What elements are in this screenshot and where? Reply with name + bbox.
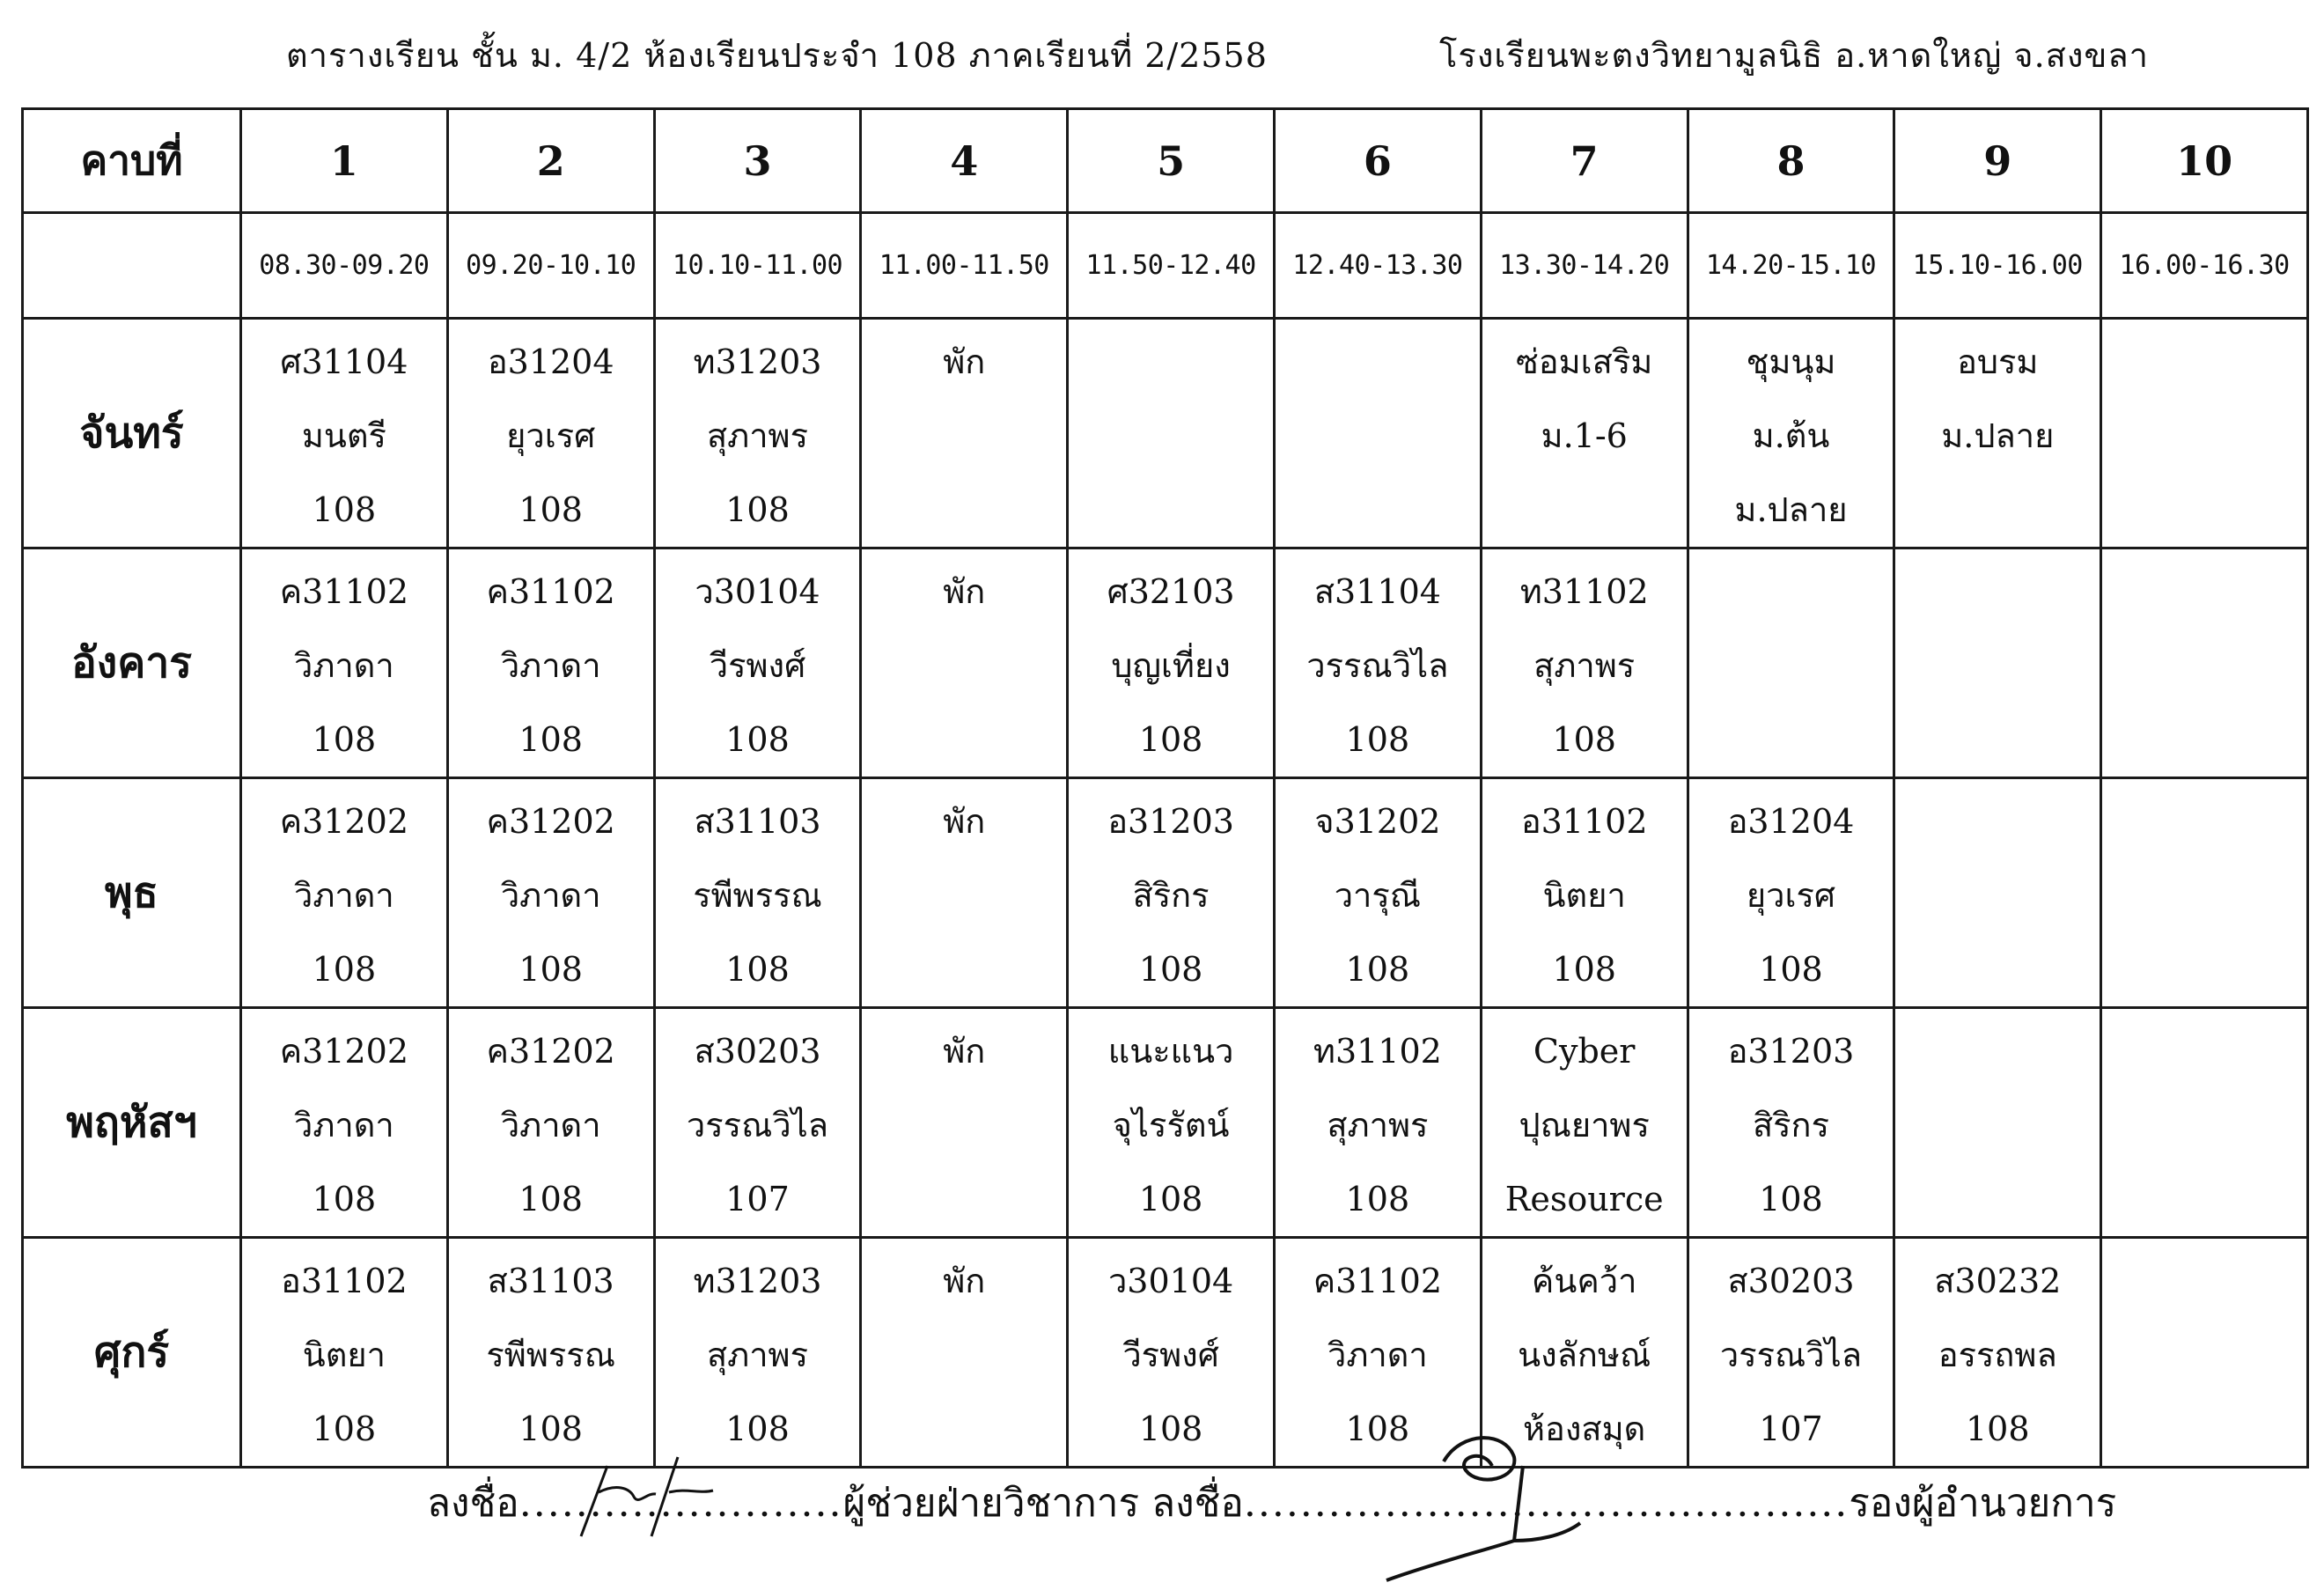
- schedule-cell: [1894, 319, 2101, 548]
- teacher-name: มนตรี: [301, 416, 386, 455]
- room: 108: [518, 1410, 583, 1448]
- schedule-cell: [1688, 548, 1894, 778]
- teacher-name: วรรณวิไล: [1719, 1336, 1863, 1374]
- subject-code: ท31102: [1519, 572, 1649, 611]
- period-time-8: 14.20-15.10: [1688, 213, 1894, 319]
- schedule-cell: [447, 1238, 654, 1468]
- room: 108: [1138, 1180, 1203, 1218]
- period-time-9: 15.10-16.00: [1894, 213, 2101, 319]
- room: 108: [1759, 950, 1823, 989]
- teacher-name: ม.ต้น: [1752, 416, 1830, 455]
- period-number-1: 1: [241, 109, 448, 213]
- schedule-cell: [1274, 319, 1481, 548]
- teacher-name: ม.1-6: [1541, 416, 1628, 455]
- schedule-cell: [1068, 1238, 1275, 1468]
- schedule-cell: [1481, 1238, 1688, 1468]
- subject-code: พัก: [943, 342, 986, 381]
- schedule-cell: [654, 778, 861, 1008]
- room: 107: [725, 1180, 790, 1218]
- room: 108: [1345, 720, 1410, 759]
- subject-code: ค31102: [486, 572, 615, 611]
- schedule-cell: [2101, 319, 2308, 548]
- schedule-cell: [1481, 548, 1688, 778]
- schedule-cell: [1894, 778, 2101, 1008]
- subject-code: ท31203: [693, 342, 822, 381]
- subject-code: ส31103: [487, 1262, 614, 1300]
- day-name: อังคาร: [23, 548, 241, 778]
- subject-code: ส31103: [694, 802, 821, 841]
- teacher-name: วิภาดา: [500, 876, 601, 915]
- room: 108: [312, 490, 377, 529]
- role-assistant-academic: ผู้ช่วยฝ่ายวิชาการ: [842, 1481, 1140, 1526]
- subject-code: ค31202: [279, 802, 409, 841]
- subject-code: ว30104: [695, 572, 820, 611]
- schedule-cell: [447, 1008, 654, 1238]
- room: 108: [518, 490, 583, 529]
- subject-code: ท31203: [693, 1262, 822, 1300]
- period-time-2: 09.20-10.10: [447, 213, 654, 319]
- subject-code: อ31204: [1727, 802, 1855, 841]
- subject-code: Cyber: [1533, 1032, 1636, 1071]
- period-time-1: 08.30-09.20: [241, 213, 448, 319]
- teacher-name: วิภาดา: [294, 646, 394, 685]
- subject-code: อ31102: [281, 1262, 408, 1300]
- schedule-cell: [241, 319, 448, 548]
- schedule-cell: [241, 548, 448, 778]
- schedule-cell: [1068, 778, 1275, 1008]
- schedule-cell: [861, 778, 1068, 1008]
- room: 108: [1759, 1180, 1823, 1218]
- schedule-cell: [2101, 1238, 2308, 1468]
- room: 108: [725, 950, 790, 989]
- schedule-cell: [861, 548, 1068, 778]
- schedule-cell: [2101, 1008, 2308, 1238]
- period-number-3: 3: [654, 109, 861, 213]
- room: 108: [1345, 950, 1410, 989]
- room: 108: [1345, 1180, 1410, 1218]
- day-name: พฤหัสฯ: [23, 1008, 241, 1238]
- teacher-name: จุไรรัตน์: [1112, 1106, 1230, 1145]
- subject-code: ค31102: [279, 572, 409, 611]
- timetable: [21, 107, 2309, 1469]
- page-title-left: ตารางเรียน ชั้น ม. 4/2 ห้องเรียนประจำ 108 ภาคเรียนที่ 2/2558: [286, 36, 1268, 75]
- room: 108: [1138, 950, 1203, 989]
- period-number-9: 9: [1894, 109, 2101, 213]
- schedule-cell: [654, 1008, 861, 1238]
- subject-code: อ31102: [1520, 802, 1648, 841]
- room: 108: [312, 1410, 377, 1448]
- teacher-name: บุญเที่ยง: [1111, 646, 1231, 685]
- subject-code: ค31102: [1313, 1262, 1443, 1300]
- room: 108: [312, 720, 377, 759]
- schedule-cell: [1068, 548, 1275, 778]
- subject-code: อบรม: [1957, 342, 2039, 381]
- room: 107: [1759, 1410, 1823, 1448]
- teacher-name: วีรพงศ์: [709, 646, 806, 685]
- schedule-cell: [861, 319, 1068, 548]
- teacher-name: ยุวเรศ: [506, 416, 596, 455]
- schedule-cell: [654, 1238, 861, 1468]
- signature-line: [427, 1472, 2116, 1534]
- period-time-10: 16.00-16.30: [2101, 213, 2308, 319]
- teacher-name: วิภาดา: [500, 1106, 601, 1145]
- subject-code: ท31102: [1313, 1032, 1442, 1071]
- teacher-name: รพีพรรณ: [486, 1336, 615, 1374]
- schedule-cell: [1274, 1008, 1481, 1238]
- teacher-name: นิตยา: [302, 1336, 386, 1374]
- room: 108: [1138, 720, 1203, 759]
- schedule-cell: [1688, 1238, 1894, 1468]
- period-number-5: 5: [1068, 109, 1275, 213]
- schedule-cell: [1894, 548, 2101, 778]
- schedule-cell: [1481, 778, 1688, 1008]
- teacher-name: นิตยา: [1542, 876, 1626, 915]
- teacher-name: นงลักษณ์: [1518, 1336, 1651, 1374]
- day-name: พุธ: [23, 778, 241, 1008]
- schedule-cell: [1688, 778, 1894, 1008]
- subject-code: ซ่อมเสริม: [1516, 342, 1653, 381]
- period-time-6: 12.40-13.30: [1274, 213, 1481, 319]
- schedule-cell: [1274, 1238, 1481, 1468]
- period-number-row: [23, 109, 2308, 213]
- signature-dots-2: ...........................................: [1243, 1481, 1850, 1526]
- teacher-name: ม.ปลาย: [1941, 416, 2055, 455]
- schedule-cell: [1894, 1238, 2101, 1468]
- teacher-name: สุภาพร: [1533, 646, 1636, 685]
- schedule-cell: [1068, 319, 1275, 548]
- day-name: ศุกร์: [23, 1238, 241, 1468]
- schedule-cell: [1274, 778, 1481, 1008]
- period-time-7: 13.30-14.20: [1481, 213, 1688, 319]
- subject-code: อ31204: [487, 342, 614, 381]
- subject-code: อ31203: [1107, 802, 1234, 841]
- room: ม.ปลาย: [1734, 490, 1848, 529]
- schedule-cell: [241, 778, 448, 1008]
- room: 108: [1138, 1410, 1203, 1448]
- day-name: จันทร์: [23, 319, 241, 548]
- period-time-4: 11.00-11.50: [861, 213, 1068, 319]
- room: 108: [312, 1180, 377, 1218]
- day-row: [23, 1238, 2308, 1468]
- schedule-cell: [1894, 1008, 2101, 1238]
- subject-code: ส30203: [1727, 1262, 1855, 1300]
- role-deputy-director: รองผู้อำนวยการ: [1849, 1481, 2117, 1526]
- teacher-name: วรรณวิไล: [686, 1106, 829, 1145]
- subject-code: ค31202: [486, 1032, 615, 1071]
- period-number-2: 2: [447, 109, 654, 213]
- teacher-name: ปุณยาพร: [1519, 1106, 1650, 1145]
- teacher-name: วรรณวิไล: [1306, 646, 1449, 685]
- schedule-cell: [447, 319, 654, 548]
- room: 108: [1345, 1410, 1410, 1448]
- schedule-cell: [1481, 1008, 1688, 1238]
- schedule-cell: [1068, 1008, 1275, 1238]
- schedule-cell: [241, 1238, 448, 1468]
- schedule-cell: [447, 778, 654, 1008]
- period-time-3: 10.10-11.00: [654, 213, 861, 319]
- teacher-name: สิริกร: [1132, 876, 1210, 915]
- period-time-5: 11.50-12.40: [1068, 213, 1275, 319]
- teacher-name: สุภาพร: [706, 416, 809, 455]
- room: Resource: [1504, 1180, 1664, 1218]
- subject-code: ส30203: [694, 1032, 821, 1071]
- page-title-right: โรงเรียนพะตงวิทยามูลนิธิ อ.หาดใหญ่ จ.สงขลา: [1439, 36, 2150, 75]
- room: 108: [518, 950, 583, 989]
- subject-code: ค31202: [279, 1032, 409, 1071]
- schedule-cell: [861, 1238, 1068, 1468]
- teacher-name: สุภาพร: [1327, 1106, 1429, 1145]
- subject-code: พัก: [943, 1262, 986, 1300]
- schedule-cell: [861, 1008, 1068, 1238]
- subject-code: ส31104: [1313, 572, 1441, 611]
- subject-code: ศ32103: [1107, 572, 1235, 611]
- teacher-name: รพีพรรณ: [693, 876, 822, 915]
- teacher-name: สุภาพร: [706, 1336, 809, 1374]
- schedule-cell: [1274, 548, 1481, 778]
- subject-code: จ31202: [1314, 802, 1441, 841]
- signature-dots-1: .......................: [518, 1481, 843, 1526]
- day-row: [23, 778, 2308, 1008]
- room: 108: [518, 1180, 583, 1218]
- room: ห้องสมุด: [1523, 1410, 1646, 1448]
- teacher-name: วิภาดา: [294, 876, 394, 915]
- schedule-cell: [447, 548, 654, 778]
- schedule-cell: [2101, 548, 2308, 778]
- room: 108: [1552, 720, 1616, 759]
- period-number-8: 8: [1688, 109, 1894, 213]
- teacher-name: อรรถพล: [1938, 1336, 2057, 1374]
- subject-code: พัก: [943, 802, 986, 841]
- room: 108: [312, 950, 377, 989]
- day-row: [23, 1008, 2308, 1238]
- subject-code: ค31202: [486, 802, 615, 841]
- day-row: [23, 319, 2308, 548]
- subject-code: ว30104: [1107, 1262, 1234, 1300]
- teacher-name: วิภาดา: [294, 1106, 394, 1145]
- subject-code: พัก: [943, 572, 986, 611]
- room: 108: [1966, 1410, 2030, 1448]
- room: 108: [725, 720, 790, 759]
- teacher-name: วิภาดา: [500, 646, 601, 685]
- teacher-name: ยุวเรศ: [1746, 876, 1836, 915]
- sign-label-2: ลงชื่อ: [1151, 1481, 1244, 1526]
- time-row-blank: [23, 213, 241, 319]
- subject-code: ค้นคว้า: [1531, 1262, 1637, 1300]
- subject-code: แนะแนว: [1107, 1032, 1234, 1071]
- teacher-name: สิริกร: [1752, 1106, 1829, 1145]
- subject-code: อ31203: [1727, 1032, 1855, 1071]
- teacher-name: วิภาดา: [1327, 1336, 1428, 1374]
- schedule-cell: [2101, 778, 2308, 1008]
- schedule-cell: [1481, 319, 1688, 548]
- day-row: [23, 548, 2308, 778]
- subject-code: พัก: [943, 1032, 986, 1071]
- period-header-label: คาบที่: [23, 109, 241, 213]
- period-time-row: [23, 213, 2308, 319]
- schedule-cell: [654, 319, 861, 548]
- subject-code: ศ31104: [280, 342, 408, 381]
- room: 108: [725, 490, 790, 529]
- teacher-name: วารุณี: [1334, 876, 1422, 915]
- room: 108: [1552, 950, 1616, 989]
- period-number-6: 6: [1274, 109, 1481, 213]
- period-number-10: 10: [2101, 109, 2308, 213]
- subject-code: ชุมนุม: [1746, 342, 1836, 381]
- room: 108: [518, 720, 583, 759]
- subject-code: ส30232: [1934, 1262, 2062, 1300]
- period-number-4: 4: [861, 109, 1068, 213]
- sign-label-1: ลงชื่อ: [427, 1481, 519, 1526]
- period-number-7: 7: [1481, 109, 1688, 213]
- teacher-name: วีรพงศ์: [1122, 1336, 1219, 1374]
- schedule-cell: [241, 1008, 448, 1238]
- schedule-cell: [1688, 319, 1894, 548]
- schedule-cell: [1688, 1008, 1894, 1238]
- room: 108: [725, 1410, 790, 1448]
- schedule-cell: [654, 548, 861, 778]
